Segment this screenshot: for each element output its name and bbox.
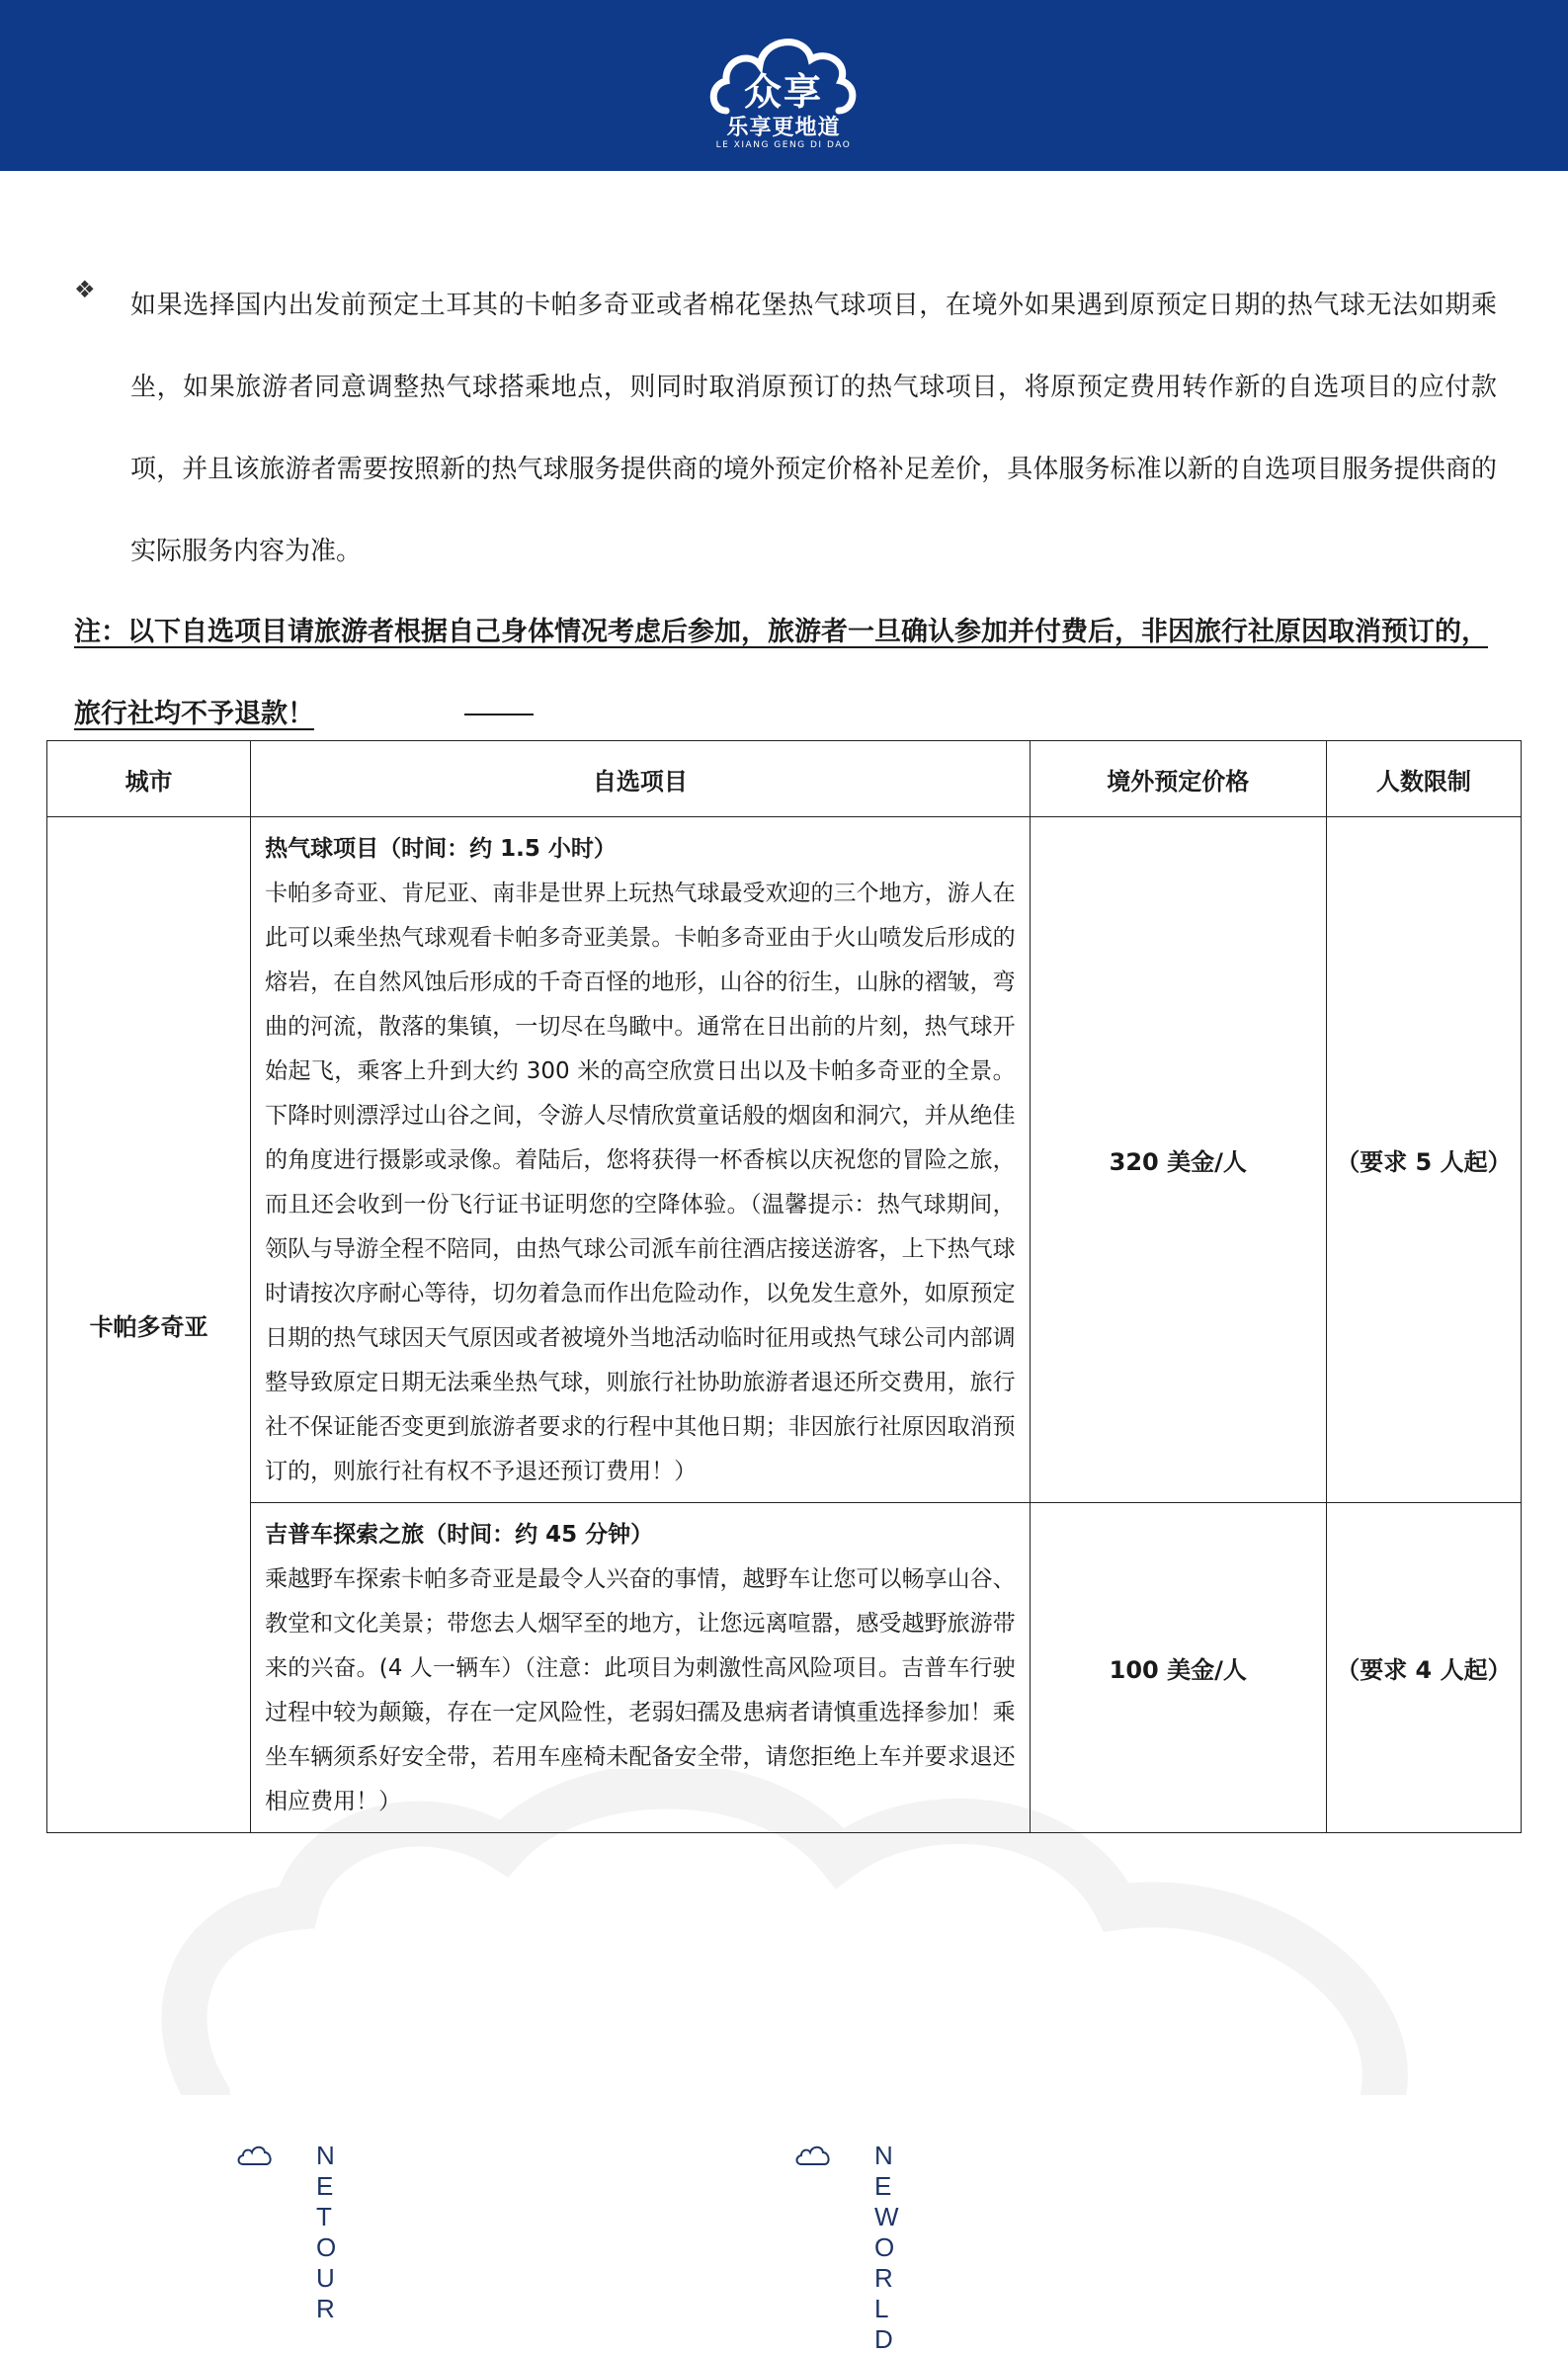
refund-note: 注：以下自选项目请旅游者根据自己身体情况考虑后参加，旅游者一旦确认参加并付费后，非因旅行社原因取消预订的，旅行社均不予退款！	[74, 617, 1488, 729]
diamond-bullet-icon: ❖	[74, 276, 96, 303]
footer-letter: L	[874, 2294, 889, 2323]
bullet-paragraph	[74, 265, 1497, 593]
item-title: 吉普车探索之旅（时间：约 45 分钟）	[265, 1522, 654, 1548]
brand-logo	[704, 20, 863, 158]
footer-letter: N	[316, 2141, 335, 2170]
footer-letter: R	[874, 2263, 893, 2293]
item-cell	[251, 817, 1031, 1503]
bullet-text: 如果选择国内出发前预定土耳其的卡帕多奇亚或者棉花堡热气球项目，在境外如果遇到原预定日期的热气球无法如期乘坐，如果旅游者同意调整热气球搭乘地点，则同时取消原预订的热气球项目，将原预定费用转作新的自选项目的应付款项，并且该旅游者需要按照新的热气球服务提供商的境外预定价格补足差价，具体服务标准以新的自选项目服务提供商的实际服务内容为准。	[130, 291, 1497, 566]
page-header	[0, 0, 1568, 171]
city-cell: 卡帕多奇亚	[47, 817, 251, 1833]
footer-letter: O	[874, 2232, 895, 2262]
brand-pinyin: LE XIANG GENG DI DAO	[715, 140, 852, 150]
table-header-row	[47, 741, 1522, 817]
footer-letter: E	[874, 2171, 892, 2201]
footer-letter: R	[316, 2294, 335, 2323]
footer-letter: T	[316, 2202, 332, 2231]
header-limit: 人数限制	[1326, 741, 1521, 817]
brand-slogan: 乐享更地道	[726, 116, 841, 140]
header-city: 城市	[47, 741, 251, 817]
item-description: 乘越野车探索卡帕多奇亚是最令人兴奋的事情，越野车让您可以畅享山谷、教堂和文化美景；带您去人烟罕至的地方，让您远离喧嚣，感受越野旅游带来的兴奋。(4 人一辆车）（注意：此项目为刺激性高风险项目。吉普车行驶过程中较为颠簸，存在一定风险性，老弱妇孺及患病者请慎重选择参加！乘坐车辆须系好安全带，若用车座椅未配备安全带，请您拒绝上车并要求退还相应费用！）	[265, 1566, 1016, 1814]
table-row	[47, 1503, 1522, 1833]
price-cell: 320 美金/人	[1030, 817, 1326, 1503]
header-item: 自选项目	[251, 741, 1031, 817]
price-cell: 100 美金/人	[1030, 1503, 1326, 1833]
footer-letter: N	[874, 2141, 893, 2170]
footer-letter: O	[316, 2232, 337, 2262]
table-row	[47, 817, 1522, 1503]
footer-letter: E	[316, 2171, 334, 2201]
cloud-icon	[795, 2145, 831, 2168]
footer-letter: U	[316, 2263, 335, 2293]
note-underline	[464, 714, 534, 715]
item-description: 卡帕多奇亚、肯尼亚、南非是世界上玩热气球最受欢迎的三个地方，游人在此可以乘坐热气球观看卡帕多奇亚美景。卡帕多奇亚由于火山喷发后形成的熔岩，在自然风蚀后形成的千奇百怪的地形，山谷的衍生，山脉的褶皱，弯曲的河流，散落的集镇，一切尽在鸟瞰中。通常在日出前的片刻，热气球开始起飞，乘客上升到大约 300 米的高空欣赏日出以及卡帕多奇亚的全景。下降时则漂浮过山谷之间，令游人尽情欣赏童话般的烟囱和洞穴，并从绝佳的角度进行摄影或录像。着陆后，您将获得一杯香槟以庆祝您的冒险之旅，而且还会收到一份飞行证书证明您的空降体验。（温馨提示：热气球期间，领队与导游全程不陪同，由热气球公司派车前往酒店接送游客，上下热气球时请按次序耐心等待，切勿着急而作出危险动作，以免发生意外，如原预定日期的热气球因天气原因或者被境外当地活动临时征用或热气球公司内部调整导致原定日期无法乘坐热气球，则旅行社协助旅游者退还所交费用，旅行社不保证能否变更到旅游者要求的行程中其他日期；非因旅行社原因取消预订的，则旅行社有权不予退还预订费用！）	[265, 881, 1016, 1484]
item-title: 热气球项目（时间：约 1.5 小时）	[265, 836, 617, 862]
optional-items-table	[46, 740, 1522, 1833]
brand-name: 众享	[743, 70, 823, 114]
page-footer	[237, 2135, 1344, 2354]
header-price: 境外预定价格	[1030, 741, 1326, 817]
footer-letter: D	[874, 2324, 893, 2354]
cloud-icon	[237, 2145, 273, 2168]
item-cell	[251, 1503, 1031, 1833]
limit-cell: （要求 5 人起）	[1326, 817, 1521, 1503]
limit-cell: （要求 4 人起）	[1326, 1503, 1521, 1833]
footer-letter: W	[874, 2202, 899, 2231]
